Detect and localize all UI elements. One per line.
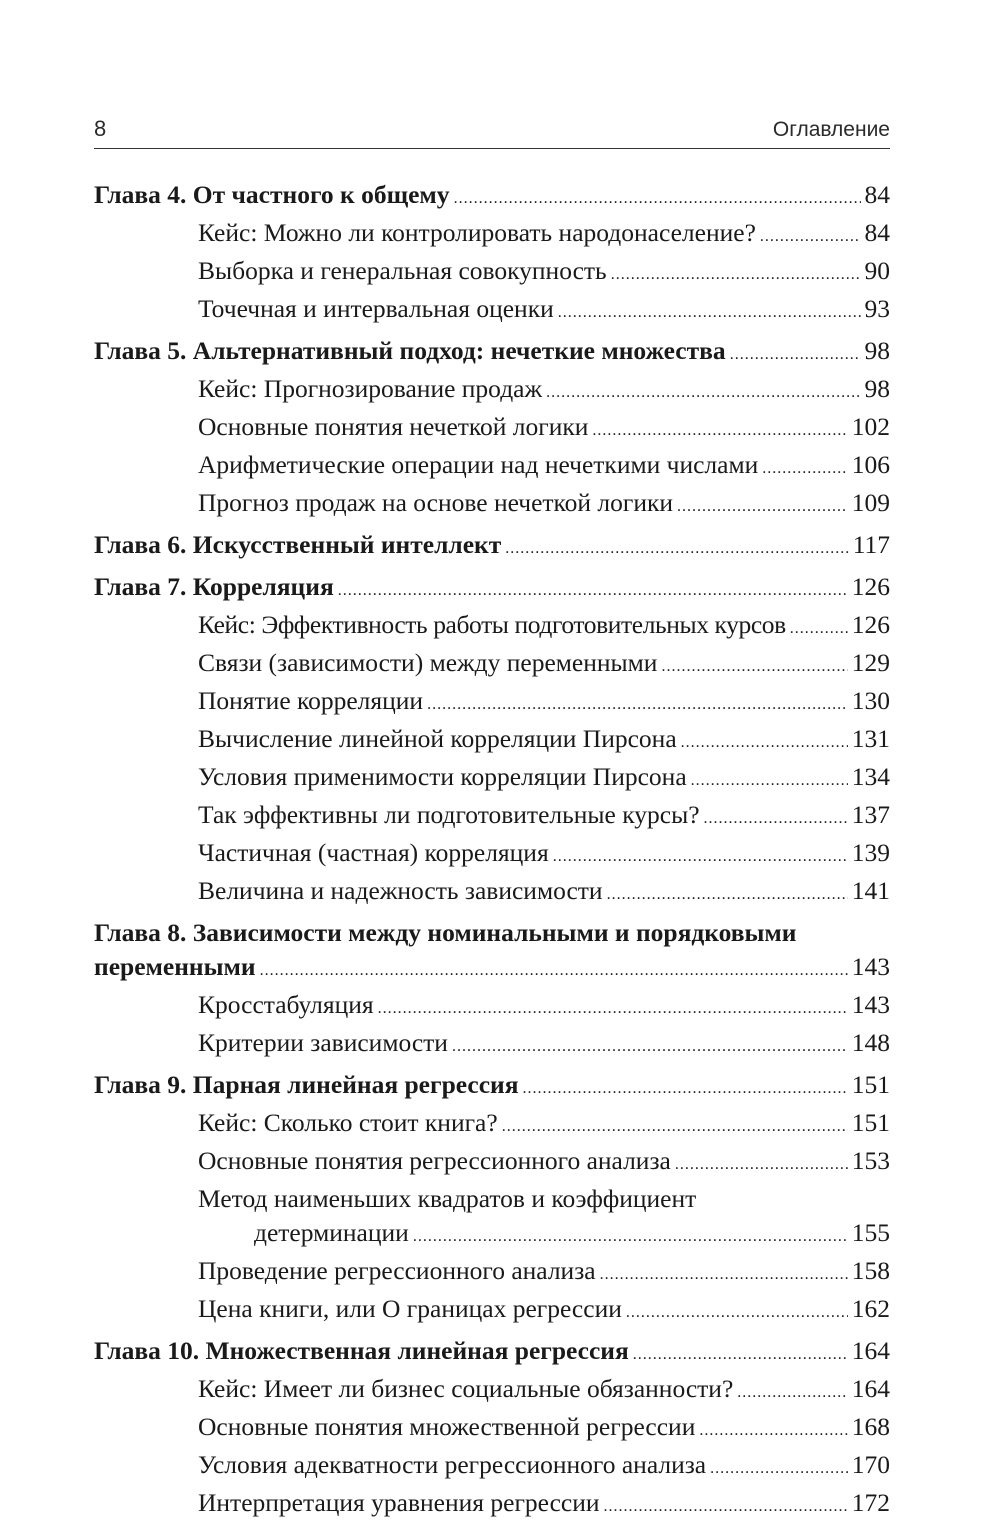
dot-leader <box>546 376 860 410</box>
dot-leader <box>452 1030 848 1064</box>
toc-section <box>94 1486 890 1524</box>
section-title: Так эффективны ли подготовительные курсы? <box>198 800 700 829</box>
section-title: Прогноз продаж на основе нечеткой логики <box>198 488 674 517</box>
section-title: Интерпретация уравнения регрессии <box>198 1488 600 1517</box>
chapter-title: Глава 9. Парная линейная регрессия <box>94 1070 519 1099</box>
toc-section <box>94 1254 890 1292</box>
dot-leader <box>710 1452 848 1486</box>
dot-leader <box>699 1414 847 1448</box>
chapter-page: 143 <box>851 952 890 981</box>
section-page: 106 <box>851 450 890 479</box>
toc-section <box>94 684 890 722</box>
toc-section <box>94 722 890 760</box>
dot-leader <box>523 1072 848 1106</box>
section-title: Цена книги, или О границах регрессии <box>198 1294 622 1323</box>
dot-leader <box>611 258 861 292</box>
toc-chapter-6 <box>94 528 890 566</box>
dot-leader <box>558 296 861 330</box>
dot-leader <box>730 338 861 372</box>
dot-leader <box>760 220 861 254</box>
toc-section <box>94 646 890 684</box>
section-title: Величина и надежность зависимости <box>198 876 603 905</box>
dot-leader <box>378 992 848 1026</box>
dot-leader <box>704 802 848 836</box>
toc-chapter-9 <box>94 1068 890 1106</box>
section-title: Точечная и интервальная оценки <box>198 294 554 323</box>
chapter-title-line-2: переменными <box>94 952 256 981</box>
toc-section <box>94 1292 890 1330</box>
section-title: Кейс: Можно ли контролировать народонаселение? <box>198 218 756 247</box>
chapter-page: 98 <box>864 336 890 365</box>
chapter-page: 84 <box>864 180 890 209</box>
dot-leader <box>762 452 848 486</box>
toc-section <box>94 410 890 448</box>
chapter-title: Глава 10. Множественная линейная регрессия <box>94 1336 629 1365</box>
dot-leader <box>675 1148 848 1182</box>
dot-leader <box>260 954 848 988</box>
dot-leader <box>604 1490 848 1524</box>
chapter-page: 151 <box>851 1070 890 1099</box>
toc-chapter-7 <box>94 570 890 608</box>
toc-chapter-5 <box>94 334 890 372</box>
dot-leader <box>600 1258 848 1292</box>
section-title: Основные понятия нечеткой логики <box>198 412 589 441</box>
dot-leader <box>427 688 848 722</box>
page-number: 8 <box>94 116 107 141</box>
toc-section <box>94 760 890 798</box>
chapter-title: Глава 7. Корреляция <box>94 572 334 601</box>
dot-leader <box>502 1110 848 1144</box>
dot-leader <box>681 726 848 760</box>
toc-section <box>94 1144 890 1182</box>
toc-section <box>94 1026 890 1064</box>
section-page: 93 <box>864 294 890 323</box>
dot-leader <box>338 574 848 608</box>
running-header <box>94 112 890 149</box>
section-page: 141 <box>851 876 890 905</box>
toc-section <box>94 874 890 912</box>
dot-leader <box>626 1296 848 1330</box>
chapter-page: 126 <box>851 572 890 601</box>
table-of-contents <box>94 178 890 1524</box>
section-page: 98 <box>864 374 890 403</box>
section-page: 109 <box>851 488 890 517</box>
toc-section <box>94 1372 890 1410</box>
section-page: 90 <box>864 256 890 285</box>
section-title: Кейс: Сколько стоит книга? <box>198 1108 498 1137</box>
section-title: Кейс: Эффективность работы подготовительных курсов <box>198 610 786 639</box>
toc-chapter-8 <box>94 950 890 988</box>
section-title: Основные понятия множественной регрессии <box>198 1412 696 1441</box>
toc-section <box>94 1106 890 1144</box>
section-page: 168 <box>851 1412 890 1441</box>
dot-leader <box>677 490 848 524</box>
dot-leader <box>607 878 848 912</box>
running-title: Оглавление <box>772 118 890 141</box>
section-title-line-2: детерминации <box>254 1218 409 1247</box>
section-page: 170 <box>851 1450 890 1479</box>
toc-section <box>94 798 890 836</box>
section-title: Выборка и генеральная совокупность <box>198 256 607 285</box>
section-page: 102 <box>851 412 890 441</box>
section-title: Вычисление линейной корреляции Пирсона <box>198 724 677 753</box>
dot-leader <box>553 840 848 874</box>
toc-section <box>94 1410 890 1448</box>
chapter-page: 164 <box>851 1336 890 1365</box>
toc-section <box>94 486 890 524</box>
dot-leader <box>454 182 861 216</box>
section-title: Условия адекватности регрессионного анализа <box>198 1450 707 1479</box>
section-page: 134 <box>851 762 890 791</box>
toc-section <box>94 1216 890 1254</box>
section-page: 153 <box>851 1146 890 1175</box>
dot-leader <box>661 650 847 684</box>
section-page: 164 <box>851 1374 890 1403</box>
section-page: 139 <box>851 838 890 867</box>
dot-leader <box>737 1376 847 1410</box>
dot-leader <box>691 764 848 798</box>
toc-section <box>94 372 890 410</box>
section-page: 84 <box>864 218 890 247</box>
toc-section <box>94 292 890 330</box>
toc-section <box>94 608 890 646</box>
chapter-title: Глава 6. Искусственный интеллект <box>94 530 502 559</box>
chapter-title: Глава 5. Альтернативный подход: нечеткие множества <box>94 336 726 365</box>
dot-leader <box>413 1220 848 1254</box>
section-page: 143 <box>851 990 890 1019</box>
dot-leader <box>505 532 848 566</box>
section-title: Критерии зависимости <box>198 1028 448 1057</box>
toc-section <box>94 216 890 254</box>
chapter-title: Глава 4. От частного к общему <box>94 180 450 209</box>
section-page: 158 <box>851 1256 890 1285</box>
section-title: Условия применимости корреляции Пирсона <box>198 762 687 791</box>
section-page: 155 <box>851 1218 890 1247</box>
section-page: 131 <box>851 724 890 753</box>
section-title: Понятие корреляции <box>198 686 424 715</box>
dot-leader <box>633 1338 848 1372</box>
section-page: 126 <box>851 610 890 639</box>
dot-leader <box>592 414 847 448</box>
toc-section <box>94 1448 890 1486</box>
section-page: 137 <box>851 800 890 829</box>
section-title: Арифметические операции над нечеткими числами <box>198 450 759 479</box>
section-title: Кросстабуляция <box>198 990 374 1019</box>
toc-section <box>94 988 890 1026</box>
section-title: Частичная (частная) корреляция <box>198 838 549 867</box>
section-page: 172 <box>851 1488 890 1517</box>
chapter-title-line-1: Глава 8. Зависимости между номинальными и порядковыми <box>94 918 797 947</box>
section-title: Основные понятия регрессионного анализа <box>198 1146 671 1175</box>
section-title-line-1: Метод наименьших квадратов и коэффициент <box>198 1184 697 1213</box>
section-title: Проведение регрессионного анализа <box>198 1256 596 1285</box>
section-page: 129 <box>851 648 890 677</box>
section-page: 151 <box>851 1108 890 1137</box>
toc-chapter-4 <box>94 178 890 216</box>
section-page: 148 <box>851 1028 890 1057</box>
section-title: Связи (зависимости) между переменными <box>198 648 658 677</box>
section-title: Кейс: Прогнозирование продаж <box>198 374 543 403</box>
section-page: 130 <box>851 686 890 715</box>
toc-section <box>94 448 890 486</box>
chapter-page: 117 <box>852 530 890 559</box>
toc-section <box>94 836 890 874</box>
toc-chapter-10 <box>94 1334 890 1372</box>
toc-section <box>94 254 890 292</box>
section-title: Кейс: Имеет ли бизнес социальные обязанности? <box>198 1374 734 1403</box>
dot-leader <box>790 612 848 646</box>
section-page: 162 <box>851 1294 890 1323</box>
